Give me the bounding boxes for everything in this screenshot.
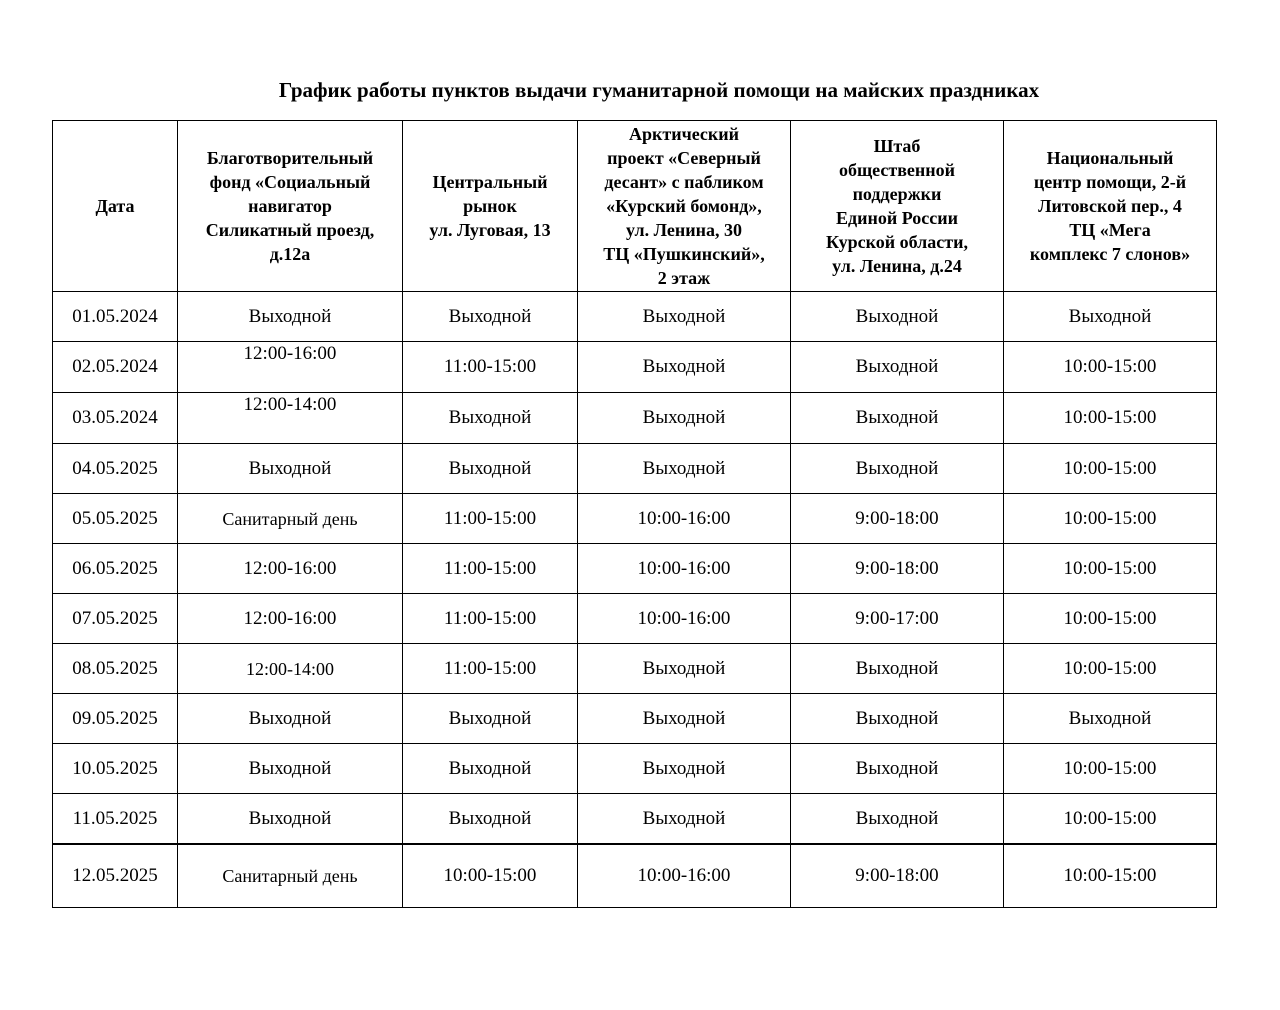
header-arctic-project (578, 121, 791, 292)
schedule-cell: 12:00-16:00 (178, 594, 403, 644)
header-line: рынок (463, 196, 517, 216)
schedule-cell: 10:00-16:00 (578, 494, 791, 544)
schedule-cell: 10:00-15:00 (1004, 393, 1217, 444)
header-line: ул. Луговая, 13 (429, 220, 551, 240)
schedule-cell: Санитарный день (178, 844, 403, 908)
schedule-cell: 9:00-17:00 (791, 594, 1004, 644)
schedule-cell: 10:00-15:00 (403, 844, 578, 908)
schedule-cell: 11:00-15:00 (403, 342, 578, 393)
schedule-cell: Выходной (403, 292, 578, 342)
schedule-cell: Выходной (578, 694, 791, 744)
header-line: поддержки (852, 184, 942, 204)
schedule-cell: Выходной (791, 342, 1004, 393)
schedule-cell: Выходной (178, 292, 403, 342)
date-cell: 08.05.2025 (53, 644, 178, 694)
header-line: проект «Северный (607, 148, 761, 168)
schedule-cell: Выходной (578, 444, 791, 494)
table-row (53, 494, 1217, 544)
header-date (53, 121, 178, 292)
header-line: ул. Ленина, 30 (625, 220, 743, 240)
schedule-cell: Выходной (791, 794, 1004, 845)
schedule-cell: Выходной (1004, 292, 1217, 342)
schedule-cell: 10:00-15:00 (1004, 444, 1217, 494)
schedule-cell: 10:00-16:00 (578, 544, 791, 594)
schedule-cell: 9:00-18:00 (791, 544, 1004, 594)
table-row (53, 342, 1217, 393)
schedule-cell: 9:00-18:00 (791, 844, 1004, 908)
schedule-cell: Выходной (178, 794, 403, 845)
header-line: Силикатный проезд, (205, 220, 375, 240)
header-line: Курской области, (826, 232, 968, 252)
schedule-cell: Санитарный день (178, 494, 403, 544)
schedule-cell: Выходной (578, 744, 791, 794)
schedule-cell: Выходной (791, 744, 1004, 794)
schedule-cell: 10:00-15:00 (1004, 744, 1217, 794)
schedule-cell: 11:00-15:00 (403, 494, 578, 544)
header-central-market (403, 121, 578, 292)
date-cell: 03.05.2024 (53, 393, 178, 444)
schedule-cell: Выходной (791, 292, 1004, 342)
header-row (53, 121, 1217, 292)
schedule-cell: Выходной (578, 393, 791, 444)
table-row (53, 694, 1217, 744)
date-cell: 01.05.2024 (53, 292, 178, 342)
schedule-cell: 11:00-15:00 (403, 544, 578, 594)
header-line: Штаб (873, 136, 921, 156)
schedule-cell: Выходной (178, 744, 403, 794)
date-cell: 09.05.2025 (53, 694, 178, 744)
table-row (53, 594, 1217, 644)
header-line: Центральный (432, 172, 548, 192)
schedule-cell: 10:00-15:00 (1004, 794, 1217, 845)
header-line: ул. Ленина, д.24 (832, 256, 962, 276)
schedule-cell: Выходной (178, 444, 403, 494)
header-line: «Курский бомонд», (606, 196, 762, 216)
table-row (53, 744, 1217, 794)
header-line: навигатор (248, 196, 332, 216)
header-support-headquarters (791, 121, 1004, 292)
header-line: Благотворительный (206, 148, 374, 168)
date-cell: 04.05.2025 (53, 444, 178, 494)
schedule-cell: Выходной (791, 393, 1004, 444)
schedule-cell: Выходной (178, 694, 403, 744)
schedule-cell: Выходной (403, 744, 578, 794)
schedule-cell: 10:00-16:00 (578, 844, 791, 908)
schedule-cell: 12:00-16:00 (178, 544, 403, 594)
header-line: фонд «Социальный (209, 172, 371, 192)
date-cell: 05.05.2025 (53, 494, 178, 544)
header-line: Литовской пер., 4 (1038, 196, 1182, 216)
header-line: ТЦ «Пушкинский», (603, 244, 765, 264)
schedule-cell: 10:00-15:00 (1004, 342, 1217, 393)
table-row (53, 393, 1217, 444)
table-row (53, 844, 1217, 908)
schedule-cell: 10:00-16:00 (578, 594, 791, 644)
schedule-cell: Выходной (1004, 694, 1217, 744)
schedule-cell: 12:00-14:00 (178, 393, 403, 444)
schedule-cell: 10:00-15:00 (1004, 644, 1217, 694)
schedule-cell: Выходной (791, 444, 1004, 494)
schedule-cell: 11:00-15:00 (403, 594, 578, 644)
header-line: Дата (95, 196, 135, 216)
schedule-cell: 10:00-15:00 (1004, 844, 1217, 908)
header-line: ТЦ «Мега (1069, 220, 1151, 240)
schedule-cell: 11:00-15:00 (403, 644, 578, 694)
date-cell: 10.05.2025 (53, 744, 178, 794)
schedule-cell: 10:00-15:00 (1004, 544, 1217, 594)
table-row (53, 292, 1217, 342)
header-national-center (1004, 121, 1217, 292)
schedule-cell: Выходной (403, 444, 578, 494)
schedule-cell: Выходной (403, 794, 578, 845)
schedule-cell: 10:00-15:00 (1004, 594, 1217, 644)
schedule-cell: Выходной (791, 694, 1004, 744)
header-line: Арктический (628, 124, 740, 144)
header-line: Единой России (836, 208, 958, 228)
header-line: 2 этаж (657, 268, 711, 288)
table-row (53, 794, 1217, 845)
header-line: Национальный (1046, 148, 1174, 168)
schedule-cell: Выходной (791, 644, 1004, 694)
table-row (53, 544, 1217, 594)
schedule-cell: 12:00-14:00 (178, 644, 403, 694)
date-cell: 07.05.2025 (53, 594, 178, 644)
schedule-cell: Выходной (578, 644, 791, 694)
schedule-cell: 12:00-16:00 (178, 342, 403, 393)
header-line: десант» с пабликом (604, 172, 764, 192)
header-line: общественной (838, 160, 956, 180)
schedule-table (52, 120, 1217, 908)
date-cell: 12.05.2025 (53, 844, 178, 908)
header-line: д.12а (269, 244, 311, 264)
schedule-cell: Выходной (578, 292, 791, 342)
schedule-cell: Выходной (403, 694, 578, 744)
table-row (53, 644, 1217, 694)
schedule-cell: Выходной (578, 342, 791, 393)
schedule-cell: 9:00-18:00 (791, 494, 1004, 544)
schedule-cell: Выходной (578, 794, 791, 845)
header-line: комплекс 7 слонов» (1029, 244, 1191, 264)
table-row (53, 444, 1217, 494)
header-charity-fund (178, 121, 403, 292)
schedule-cell: 10:00-15:00 (1004, 494, 1217, 544)
schedule-cell: Выходной (403, 393, 578, 444)
date-cell: 06.05.2025 (53, 544, 178, 594)
document-title: График работы пунктов выдачи гуманитарной помощи на майских праздниках (278, 78, 1040, 102)
date-cell: 02.05.2024 (53, 342, 178, 393)
header-line: центр помощи, 2-й (1033, 172, 1187, 192)
date-cell: 11.05.2025 (53, 794, 178, 845)
